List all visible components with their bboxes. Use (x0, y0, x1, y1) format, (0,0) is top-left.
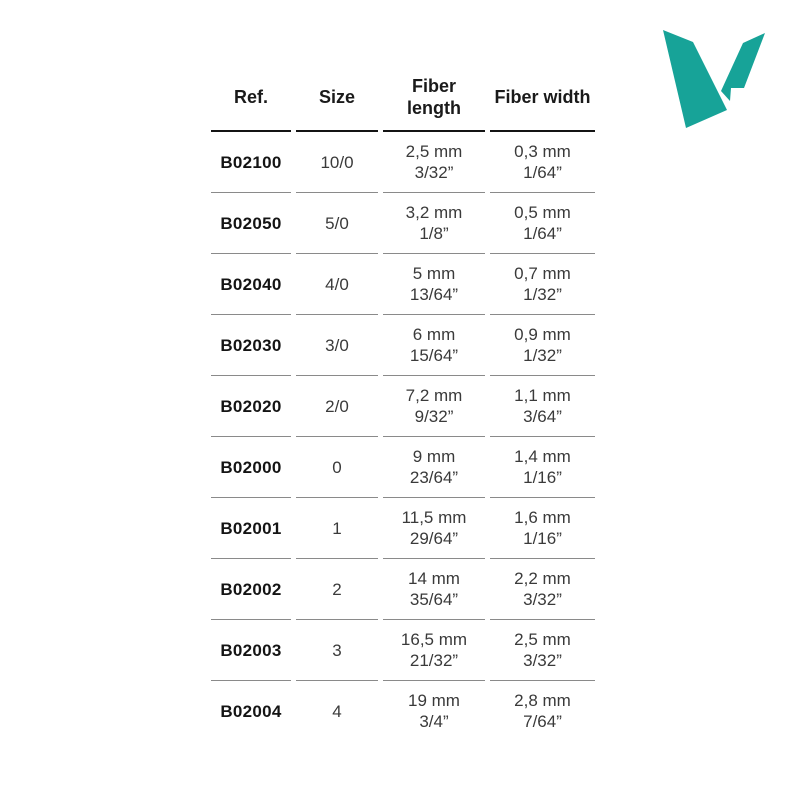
inch-value: 1/32” (523, 346, 562, 365)
column-header-ref: Ref. (211, 66, 291, 132)
mm-value: 19 mm (408, 691, 460, 710)
fiber-width-cell (490, 132, 595, 193)
table-row (211, 376, 595, 437)
column-header-fiber-width: Fiber width (490, 66, 595, 132)
fiber-width-cell (490, 376, 595, 437)
mm-value: 2,5 mm (514, 630, 571, 649)
size-cell: 4/0 (296, 254, 378, 315)
inch-value: 23/64” (409, 468, 459, 487)
fiber-length-cell (383, 620, 485, 681)
v-logo-left-stroke (663, 30, 727, 128)
inch-value: 13/64” (409, 285, 459, 304)
fiber-width-cell (490, 193, 595, 254)
table-row (211, 193, 595, 254)
fiber-length-cell (383, 193, 485, 254)
mm-value: 6 mm (412, 325, 456, 344)
table-row (211, 437, 595, 498)
fiber-length-cell (383, 315, 485, 376)
inch-value: 21/32” (409, 651, 459, 670)
mm-value: 0,7 mm (514, 264, 571, 283)
fiber-length-cell (383, 498, 485, 559)
table-row (211, 681, 595, 741)
inch-value: 1/64” (523, 163, 562, 182)
mm-value: 1,6 mm (514, 508, 571, 527)
mm-value: 16,5 mm (400, 630, 468, 649)
fiber-length-cell (383, 376, 485, 437)
fiber-width-cell (490, 254, 595, 315)
size-cell: 3 (296, 620, 378, 681)
table-header (211, 66, 595, 132)
inch-value: 29/64” (409, 529, 459, 548)
inch-value: 3/32” (414, 163, 454, 182)
table-row (211, 254, 595, 315)
inch-value: 1/16” (523, 529, 562, 548)
fiber-width-cell (490, 315, 595, 376)
v-logo-right-stroke (721, 33, 765, 101)
inch-value: 1/64” (523, 224, 562, 243)
fiber-width-cell (490, 681, 595, 741)
mm-value: 5 mm (412, 264, 456, 283)
inch-value: 3/4” (419, 712, 449, 731)
inch-value: 3/64” (523, 407, 562, 426)
table-row (211, 559, 595, 620)
size-cell: 0 (296, 437, 378, 498)
header-row (211, 66, 595, 132)
ref-cell: B02030 (211, 315, 291, 376)
size-cell: 2/0 (296, 376, 378, 437)
ref-cell: B02002 (211, 559, 291, 620)
spec-table-container (206, 66, 600, 741)
mm-value: 14 mm (408, 569, 460, 588)
fiber-width-cell (490, 498, 595, 559)
table-row (211, 620, 595, 681)
mm-value: 3,2 mm (405, 203, 463, 222)
ref-cell: B02040 (211, 254, 291, 315)
size-cell: 10/0 (296, 132, 378, 193)
column-header-size: Size (296, 66, 378, 132)
size-cell: 3/0 (296, 315, 378, 376)
inch-value: 1/32” (523, 285, 562, 304)
mm-value: 2,8 mm (514, 691, 571, 710)
column-header-fiber-length: Fiber length (383, 66, 485, 132)
inch-value: 1/8” (419, 224, 449, 243)
size-cell: 1 (296, 498, 378, 559)
spec-table (206, 66, 600, 741)
mm-value: 0,3 mm (514, 142, 571, 161)
inch-value: 3/32” (523, 651, 562, 670)
fiber-length-cell (383, 437, 485, 498)
fiber-width-cell (490, 620, 595, 681)
ref-cell: B02004 (220, 701, 282, 721)
ref-cell: B02100 (211, 132, 291, 193)
size-cell: 2 (296, 559, 378, 620)
mm-value: 0,9 mm (514, 325, 571, 344)
inch-value: 1/16” (523, 468, 562, 487)
ref-cell: B02020 (211, 376, 291, 437)
fiber-length-cell (383, 132, 485, 193)
fiber-length-cell (383, 254, 485, 315)
ref-cell: B02003 (211, 620, 291, 681)
table-row (211, 315, 595, 376)
mm-value: 2,5 mm (405, 142, 463, 161)
inch-value: 7/64” (523, 712, 562, 731)
size-cell: 4 (332, 701, 342, 721)
mm-value: 2,2 mm (514, 569, 571, 588)
mm-value: 9 mm (412, 447, 456, 466)
mm-value: 11,5 mm (401, 508, 467, 527)
fiber-width-cell (490, 559, 595, 620)
fiber-length-cell (383, 559, 485, 620)
mm-value: 1,4 mm (514, 447, 571, 466)
mm-value: 0,5 mm (514, 203, 571, 222)
v-logo-icon (655, 12, 767, 130)
inch-value: 35/64” (409, 590, 459, 609)
inch-value: 9/32” (414, 407, 454, 426)
fiber-length-cell (383, 681, 485, 741)
ref-cell: B02000 (211, 437, 291, 498)
inch-value: 15/64” (409, 346, 459, 365)
table-row (211, 498, 595, 559)
table-body (211, 132, 595, 741)
ref-cell: B02050 (211, 193, 291, 254)
inch-value: 3/32” (523, 590, 562, 609)
size-cell: 5/0 (296, 193, 378, 254)
mm-value: 1,1 mm (514, 386, 571, 405)
table-row (211, 132, 595, 193)
ref-cell: B02001 (211, 498, 291, 559)
fiber-width-cell (490, 437, 595, 498)
mm-value: 7,2 mm (405, 386, 463, 405)
